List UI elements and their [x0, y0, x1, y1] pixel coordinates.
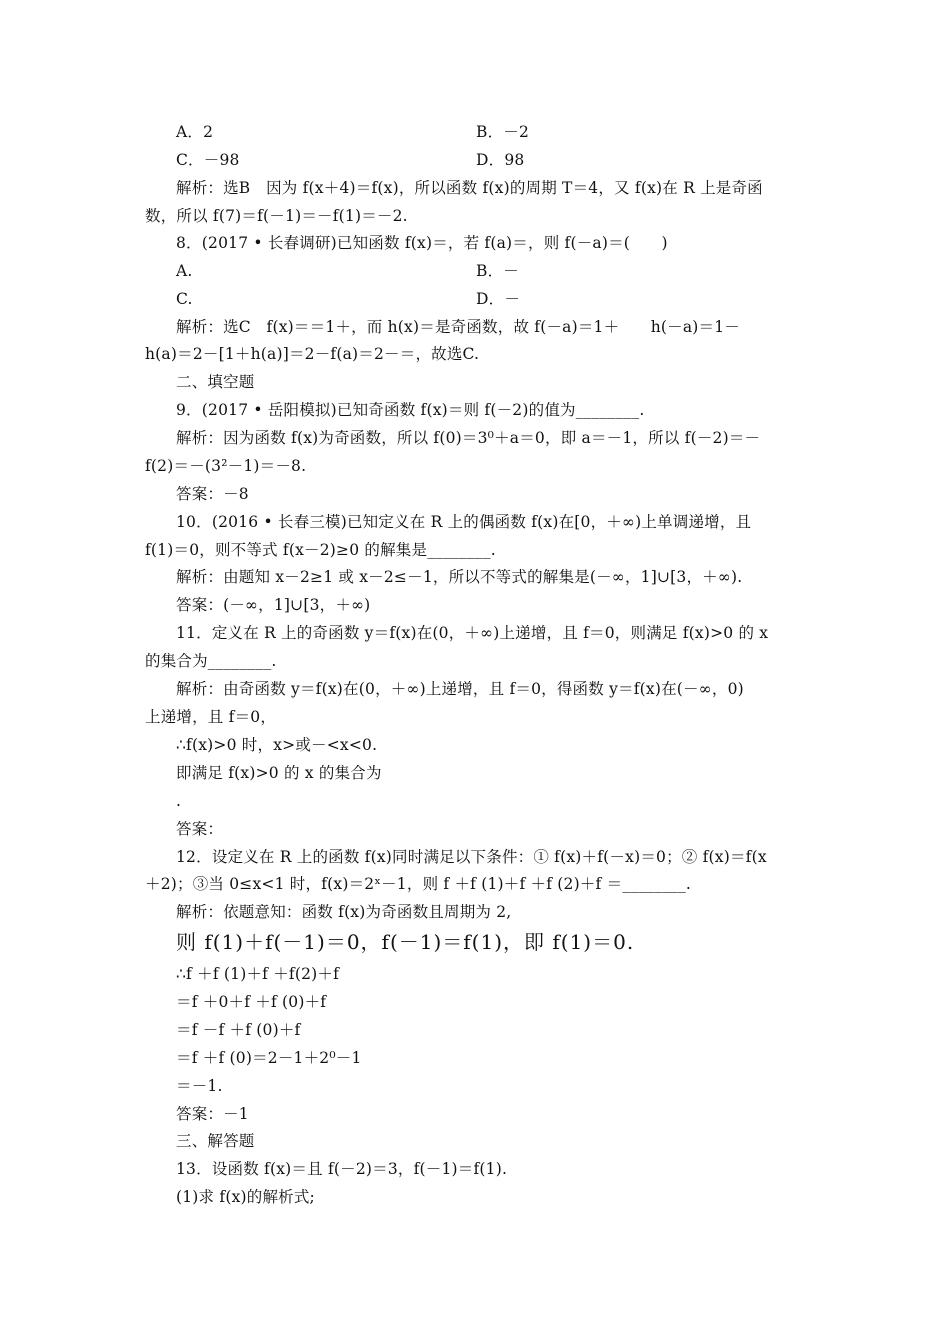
q11-solution-line3: ∴f(x)>0 时，x>或－<x<0.: [176, 736, 378, 754]
q10-solution: 解析：由题知 x－2≥1 或 x－2≤－1，所以不等式的解集是(－∞，1]∪[3，＋∞).: [176, 568, 743, 586]
q11-stem-line2: 的集合为________.: [145, 652, 277, 670]
section-solve-heading: 三、解答题: [176, 1132, 255, 1150]
section-fill-in-heading: 二、填空题: [176, 373, 255, 391]
q11-solution-line1: 解析：由奇函数 y＝f(x)在(0，＋∞)上递增，且 f＝0，得函数 y＝f(x)在(－∞，0): [176, 680, 744, 698]
q11-solution-line2: 上递增，且 f＝0，: [145, 708, 277, 726]
q8-option-b: B．－: [476, 262, 519, 280]
q12-solution-line2: 则 f(1)＋f(－1)＝0，f(－1)＝f(1)，即 f(1)＝0.: [176, 930, 635, 954]
q12-step2: ＝f ＋0＋f ＋f (0)＋f: [176, 993, 327, 1011]
q7-option-a: A．2: [176, 123, 214, 141]
q9-answer: 答案：－8: [176, 485, 249, 503]
q8-option-a: A.: [176, 262, 193, 280]
q8-solution-line1: 解析：选C f(x)＝＝1＋，而 h(x)＝是奇函数，故 f(－a)＝1＋ h(－a)＝1－: [176, 318, 740, 336]
q7-option-c: C．－98: [176, 151, 240, 169]
q10-stem-line2: f(1)＝0，则不等式 f(x－2)≥0 的解集是________.: [145, 541, 496, 559]
q7-solution-line1: 解析：选B 因为 f(x＋4)＝f(x)，所以函数 f(x)的周期 T＝4，又 f(x)在 R 上是奇函: [176, 179, 763, 197]
q12-step4: ＝f ＋f (0)＝2－1＋2⁰－1: [176, 1049, 362, 1067]
q11-solution-line4: 即满足 f(x)>0 的 x 的集合为: [176, 764, 382, 782]
q11-solution-line5: .: [176, 792, 182, 810]
q8-solution-line2: h(a)＝2－[1＋h(a)]＝2－f(a)＝2－＝，故选C.: [145, 345, 480, 363]
q11-stem-line1: 11．定义在 R 上的奇函数 y＝f(x)在(0，＋∞)上递增，且 f＝0，则满足 f(x)>0 的 x: [176, 624, 769, 642]
q12-stem-line1: 12．设定义在 R 上的函数 f(x)同时满足以下条件：① f(x)＋f(－x)＝0；② f(x)＝f(x: [176, 848, 767, 866]
q12-step3: ＝f －f ＋f (0)＋f: [176, 1021, 301, 1039]
q12-answer: 答案：－1: [176, 1105, 249, 1123]
q12-step5: ＝－1.: [176, 1077, 223, 1095]
q11-answer: 答案：: [176, 820, 224, 838]
q8-stem: 8．(2017 • 长春调研)已知函数 f(x)＝，若 f(a)＝，则 f(－a)＝( ): [176, 234, 668, 252]
q10-stem-line1: 10．(2016 • 长春三模)已知定义在 R 上的偶函数 f(x)在[0，＋∞)上单调递增，且: [176, 513, 752, 531]
q12-step1: ∴f ＋f (1)＋f ＋f(2)＋f: [176, 965, 340, 983]
q12-stem-line2: ＋2)；③当 0≤x<1 时，f(x)＝2ˣ－1，则 f ＋f (1)＋f ＋f (2)＋f ＝________.: [145, 875, 692, 893]
q8-option-c: C.: [176, 290, 193, 308]
q13-part1: (1)求 f(x)的解析式;: [176, 1188, 315, 1206]
q7-option-d: D．98: [476, 151, 525, 169]
q9-stem: 9．(2017 • 岳阳模拟)已知奇函数 f(x)＝则 f(－2)的值为________.: [176, 401, 645, 419]
q10-answer: 答案：(－∞，1]∪[3，＋∞): [176, 596, 371, 614]
q12-solution-line1: 解析：依题意知：函数 f(x)为奇函数且周期为 2,: [176, 903, 512, 921]
q8-option-d: D．－: [476, 290, 521, 308]
q9-solution-line1: 解析：因为函数 f(x)为奇函数，所以 f(0)＝3⁰＋a＝0，即 a＝－1，所以 f(－2)＝－: [176, 429, 761, 447]
q7-option-b: B．－2: [476, 123, 530, 141]
q9-solution-line2: f(2)＝－(3²－1)＝－8.: [145, 457, 307, 475]
q7-solution-line2: 数，所以 f(7)＝f(－1)＝－f(1)＝－2.: [145, 207, 408, 225]
q13-stem: 13．设函数 f(x)＝且 f(－2)＝3，f(－1)＝f(1).: [176, 1160, 508, 1178]
